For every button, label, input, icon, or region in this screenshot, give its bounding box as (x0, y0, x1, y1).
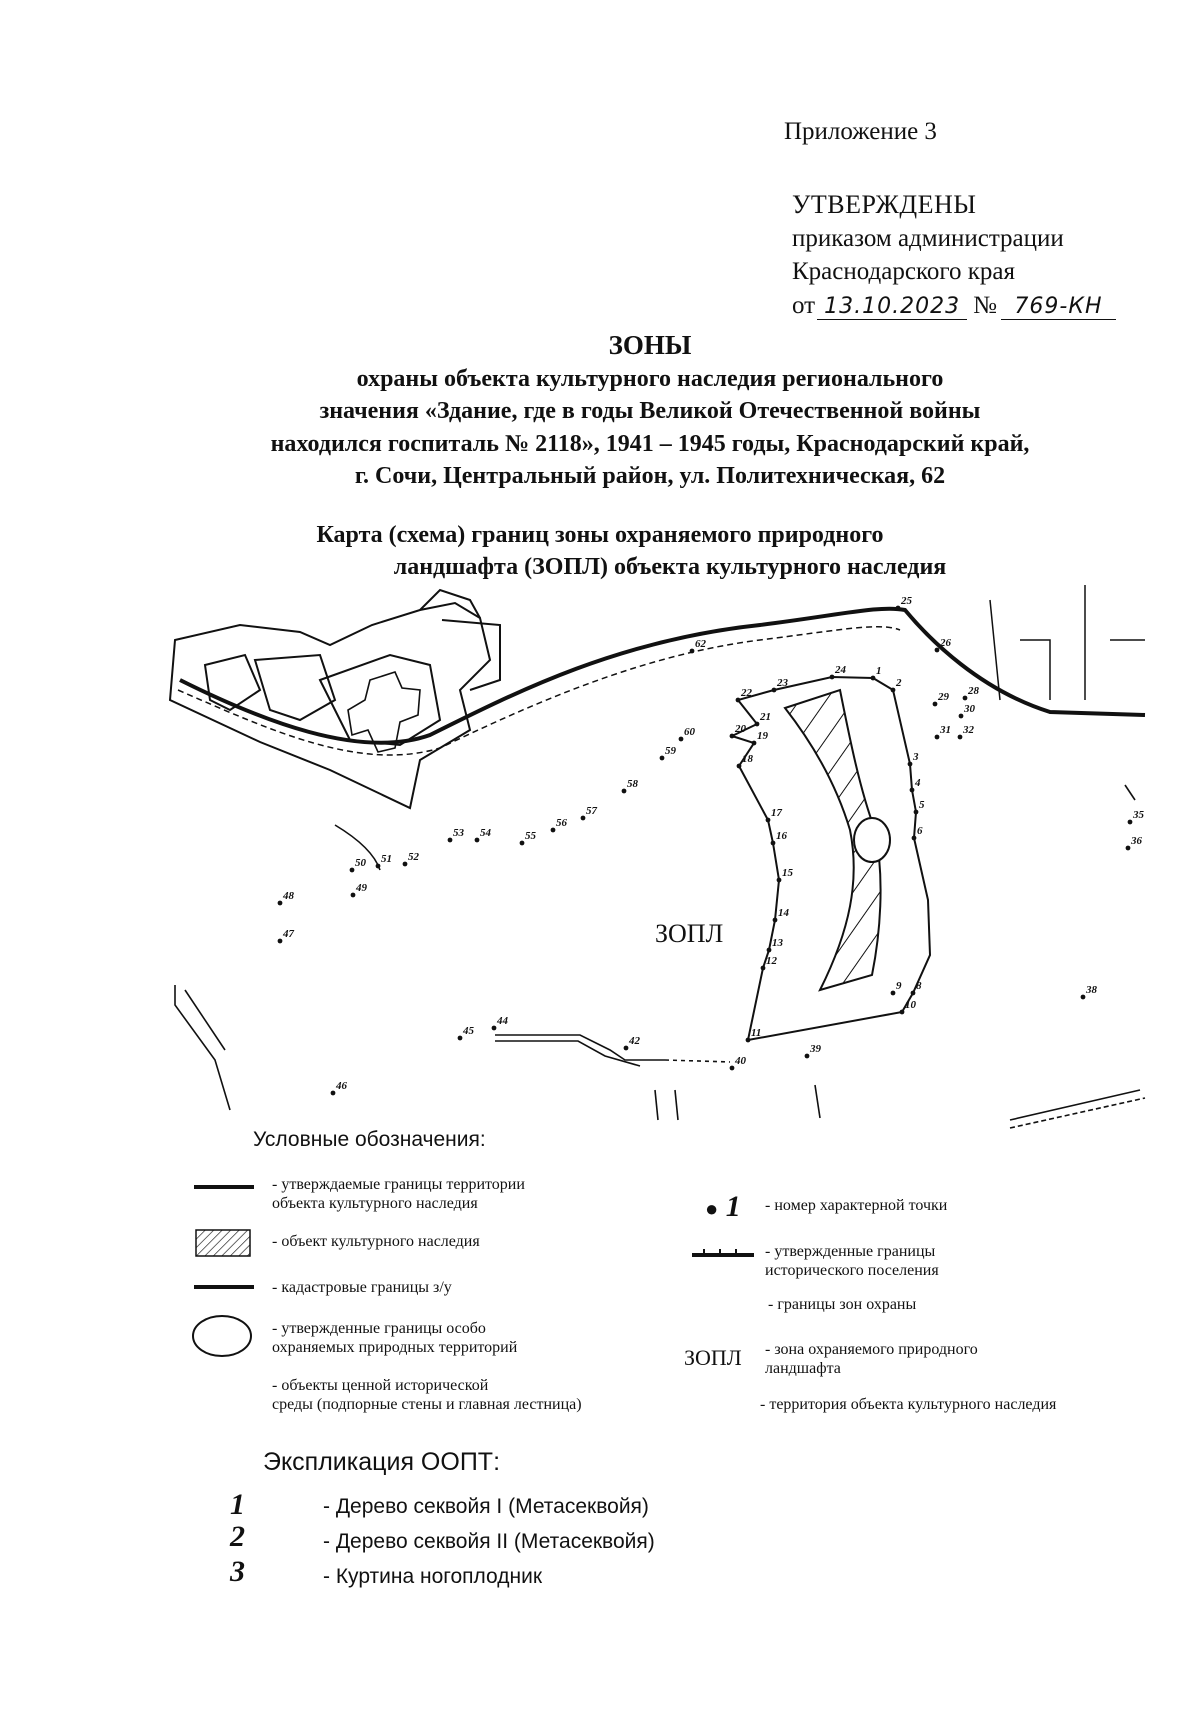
point-marker-59 (660, 756, 665, 761)
point-marker-39 (805, 1054, 810, 1059)
point-label-44: 44 (497, 1015, 508, 1027)
point-label-54: 54 (480, 827, 491, 839)
point-label-57: 57 (586, 805, 597, 817)
point-marker-45 (458, 1036, 463, 1041)
point-label-26: 26 (940, 637, 951, 649)
legend-valuable-line-2: среды (подпорные стены и главная лестница) (272, 1396, 582, 1413)
point-label-22: 22 (741, 687, 752, 699)
point-label-56: 56 (556, 817, 567, 829)
point-label-30: 30 (964, 703, 975, 715)
point-label-35: 35 (1133, 809, 1144, 821)
point-marker-8 (911, 991, 916, 996)
point-label-51: 51 (381, 853, 392, 865)
map-title-line-2: ландшафта (ЗОПЛ) объекта культурного наследия (393, 554, 947, 580)
point-marker-19 (752, 741, 757, 746)
legend-point-symbol-number: 1 (725, 1190, 741, 1223)
legend-zopl-line-1: - зона охраняемого природного (765, 1341, 978, 1358)
point-label-59: 59 (665, 745, 676, 757)
legend-zopl-label: ЗОПЛ (684, 1345, 742, 1370)
legend-point-number: - номер характерной точки (765, 1197, 948, 1214)
point-label-47: 47 (283, 928, 294, 940)
point-marker-35 (1128, 820, 1133, 825)
zopl-map-label: ЗОПЛ (655, 919, 724, 948)
point-marker-56 (551, 828, 556, 833)
point-label-6: 6 (917, 825, 923, 837)
point-marker-16 (771, 841, 776, 846)
point-marker-50 (350, 868, 355, 873)
point-label-23: 23 (777, 677, 788, 689)
ground-linework (175, 785, 1145, 1128)
legend-oopt-line-2: охраняемых природных территорий (272, 1339, 518, 1356)
point-label-62: 62 (695, 638, 706, 650)
approved-heading: УТВЕРЖДЕНЫ (792, 190, 977, 219)
legend-okn-boundary (272, 1175, 525, 1213)
point-marker-28 (963, 696, 968, 701)
explication-num-1: 1 (230, 1488, 245, 1521)
point-marker-60 (679, 737, 684, 742)
point-label-53: 53 (453, 827, 464, 839)
point-label-14: 14 (778, 907, 789, 919)
oopt-symbol (193, 1316, 251, 1356)
point-label-11: 11 (751, 1027, 762, 1039)
point-marker-11 (746, 1038, 751, 1043)
point-label-5: 5 (919, 799, 925, 811)
point-label-28: 28 (968, 685, 979, 697)
point-label-48: 48 (283, 890, 294, 902)
explication-num-3: 3 (230, 1555, 245, 1588)
point-label-1: 1 (876, 665, 882, 677)
explication-text-3: - Куртина ногоплодник (323, 1565, 543, 1588)
point-marker-12 (761, 966, 766, 971)
legend-valuable-line-1: - объекты ценной исторической (272, 1377, 489, 1394)
point-label-40: 40 (735, 1055, 746, 1067)
point-marker-5 (914, 810, 919, 815)
point-marker-26 (935, 648, 940, 653)
point-marker-6 (912, 836, 917, 841)
point-marker-53 (448, 838, 453, 843)
point-label-8: 8 (916, 980, 922, 992)
legend-zopl (765, 1340, 978, 1378)
legend-settlement (765, 1242, 939, 1280)
point-label-10: 10 (905, 999, 916, 1011)
right-parcel-edges (990, 585, 1145, 700)
okn-object-symbol (196, 1230, 250, 1256)
characteristic-points (278, 595, 1145, 1095)
legend-cadastral: - кадастровые границы з/у (272, 1279, 452, 1296)
point-marker-13 (767, 948, 772, 953)
point-marker-23 (772, 688, 777, 693)
point-label-13: 13 (772, 937, 783, 949)
settlement-boundary-road (180, 609, 1145, 743)
approved-by-line-2: Краснодарского края (792, 258, 1015, 285)
point-marker-1 (871, 676, 876, 681)
point-label-42: 42 (629, 1035, 640, 1047)
explication-text-1: - Дерево секвойя I (Метасеквойя) (323, 1495, 649, 1518)
point-marker-14 (773, 918, 778, 923)
title-line-3: находился госпиталь № 2118», 1941 – 1945 годы, Краснодарский край, (270, 431, 1030, 457)
legend-oopt (272, 1319, 517, 1357)
legend-heading: Условные обозначения: (253, 1128, 486, 1151)
legend-settlement-line-2: исторического поселения (765, 1262, 939, 1279)
road-edge (178, 627, 900, 755)
point-label-55: 55 (525, 830, 536, 842)
point-marker-44 (492, 1026, 497, 1031)
point-label-19: 19 (757, 730, 768, 742)
title-line-4: г. Сочи, Центральный район, ул. Политехническая, 62 (354, 463, 946, 489)
point-label-31: 31 (940, 724, 951, 736)
map-title-line-1: Карта (схема) границ зоны охраняемого природного (316, 522, 884, 548)
point-marker-3 (908, 762, 913, 767)
point-label-39: 39 (810, 1043, 821, 1055)
point-marker-10 (900, 1010, 905, 1015)
point-label-58: 58 (627, 778, 638, 790)
point-marker-40 (730, 1066, 735, 1071)
point-marker-38 (1081, 995, 1086, 1000)
legend-settlement-line-1: - утвержденные границы (765, 1243, 936, 1260)
point-marker-21 (755, 722, 760, 727)
legend-valuable-environment (272, 1376, 582, 1414)
point-label-38: 38 (1086, 984, 1097, 996)
date-prefix: от (792, 292, 816, 319)
point-label-60: 60 (684, 726, 695, 738)
point-label-21: 21 (760, 711, 771, 723)
legend-protection-zones: - границы зон охраны (768, 1296, 917, 1313)
point-label-12: 12 (766, 955, 777, 967)
point-marker-29 (933, 702, 938, 707)
legend-zopl-line-2: ландшафта (765, 1360, 841, 1377)
approval-date: 13.10.2023 (817, 294, 967, 320)
point-marker-9 (891, 991, 896, 996)
point-marker-55 (520, 841, 525, 846)
point-marker-58 (622, 789, 627, 794)
legend-okn-territory: - территория объекта культурного наследия (760, 1396, 1057, 1413)
point-label-45: 45 (463, 1025, 474, 1037)
point-marker-20 (730, 734, 735, 739)
point-marker-31 (935, 735, 940, 740)
point-marker-54 (475, 838, 480, 843)
title-line-2: значения «Здание, где в годы Великой Отечественной войны (319, 398, 981, 424)
point-label-20: 20 (735, 723, 746, 735)
point-label-3: 3 (913, 751, 919, 763)
point-marker-22 (736, 698, 741, 703)
legend-okn-boundary-line-2: объекта культурного наследия (272, 1195, 478, 1212)
legend-point-symbol: ● 1 (705, 1190, 741, 1223)
point-label-25: 25 (901, 595, 912, 607)
point-marker-30 (959, 714, 964, 719)
point-label-18: 18 (742, 753, 753, 765)
point-marker-42 (624, 1046, 629, 1051)
point-marker-36 (1126, 846, 1131, 851)
explication-text-2: - Дерево секвойя II (Метасеквойя) (323, 1530, 655, 1553)
point-label-2: 2 (896, 677, 902, 689)
point-marker-4 (910, 788, 915, 793)
point-marker-48 (278, 901, 283, 906)
point-label-24: 24 (835, 664, 846, 676)
point-label-17: 17 (771, 807, 782, 819)
point-marker-17 (766, 818, 771, 823)
point-label-15: 15 (782, 867, 793, 879)
approval-number: 769-КН (1001, 294, 1116, 320)
point-label-46: 46 (336, 1080, 347, 1092)
point-marker-49 (351, 893, 356, 898)
legend-okn-boundary-line-1: - утверждаемые границы территории (272, 1176, 525, 1193)
point-marker-2 (891, 688, 896, 693)
explication-heading: Экспликация ООПТ: (263, 1448, 501, 1476)
point-marker-24 (830, 675, 835, 680)
legend-symbols-left (180, 1170, 270, 1400)
number-prefix: № (973, 292, 997, 319)
appendix-label: Приложение 3 (784, 118, 937, 145)
point-label-32: 32 (963, 724, 974, 736)
settlement-boundary-symbol (690, 1245, 760, 1265)
point-label-49: 49 (356, 882, 367, 894)
point-label-52: 52 (408, 851, 419, 863)
approved-by-line-1: приказом администрации (792, 225, 1064, 252)
point-label-36: 36 (1131, 835, 1142, 847)
point-label-50: 50 (355, 857, 366, 869)
point-label-29: 29 (938, 691, 949, 703)
point-marker-32 (958, 735, 963, 740)
point-marker-25 (896, 606, 901, 611)
point-marker-15 (777, 878, 782, 883)
point-marker-52 (403, 862, 408, 867)
okn-rotunda (854, 818, 890, 862)
document-title: ЗОНЫ (608, 330, 692, 360)
point-marker-46 (331, 1091, 336, 1096)
point-label-16: 16 (776, 830, 787, 842)
point-marker-51 (376, 864, 381, 869)
point-marker-62 (690, 649, 695, 654)
point-marker-47 (278, 939, 283, 944)
point-marker-57 (581, 816, 586, 821)
legend-okn-object: - объект культурного наследия (272, 1233, 480, 1250)
title-line-1: охраны объекта культурного наследия регионального (356, 366, 944, 392)
point-label-9: 9 (896, 980, 902, 992)
explication-num-2: 2 (230, 1520, 245, 1553)
legend-oopt-line-1: - утвержденные границы особо (272, 1320, 486, 1337)
point-label-4: 4 (915, 777, 921, 789)
point-marker-18 (737, 764, 742, 769)
